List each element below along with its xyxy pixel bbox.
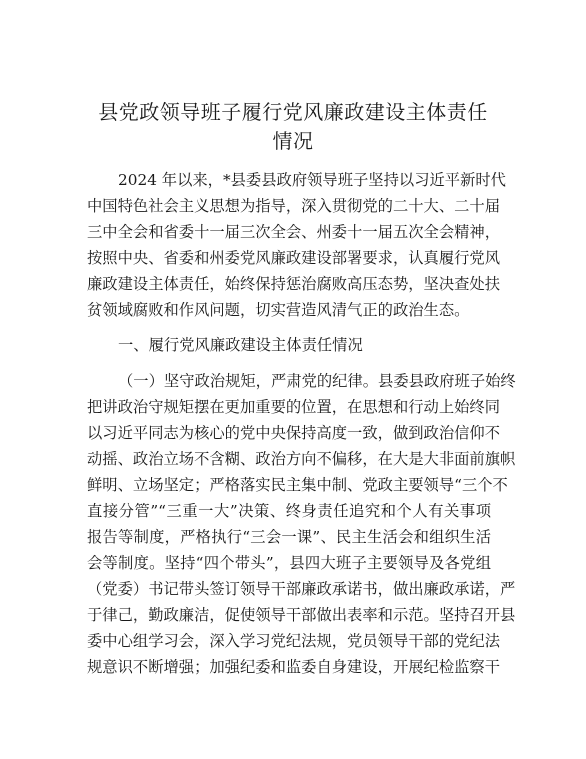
document-title: 县党政领导班子履行党风廉政建设主体责任情况 xyxy=(98,100,488,153)
text-line: 动摇、政治立场不含糊、政治方向不偏移，在大是大非面前旗帜 xyxy=(87,450,516,468)
text-line: （一）坚守政治规矩，严肃党的纪律。县委县政府班子始终 xyxy=(118,372,516,390)
text-line: 直接分管”“三重一大”决策、终身责任追究和个人有关事项 xyxy=(87,502,491,520)
text-line: 贫领域腐败和作风问题，切实营造风清气正的政治生态。 xyxy=(87,301,470,319)
text-line: 规意识不断增强；加强纪委和监委自身建设，开展纪检监察干 xyxy=(87,658,501,676)
text-line: 报告等制度，严格执行“三会一课”、民主生活会和组织生活 xyxy=(87,528,491,546)
text-line: 中国特色社会主义思想为指导，深入贯彻党的二十大、二十届 xyxy=(87,197,501,215)
section-heading-text: 一、履行党风廉政建设主体责任情况 xyxy=(118,336,363,354)
text-line: 会等制度。坚持“四个带头”，县四大班子主要领导及各党组 xyxy=(87,554,491,572)
text-line: 三中全会和省委十一届三次全会、州委十一届五次全会精神， xyxy=(87,223,501,241)
text-line: 以习近平同志为核心的党中央保持高度一致，做到政治信仰不 xyxy=(87,424,501,442)
text-line: 鲜明、立场坚定；严格落实民主集中制、党政主要领导“三个不 xyxy=(87,476,508,494)
text-line: 2024 年以来，*县委县政府领导班子坚持以习近平新时代 xyxy=(118,171,506,189)
text-line: 于律己，勤政廉洁，促使领导干部做出表率和示范。坚持召开县 xyxy=(87,606,516,624)
text-line: 按照中央、省委和州委党风廉政建设部署要求，认真履行党风 xyxy=(87,249,501,267)
text-line: （党委）书记带头签订领导干部廉政承诺书，做出廉政承诺，严 xyxy=(87,580,516,598)
text-line: 把讲政治守规矩摆在更加重要的位置，在思想和行动上始终同 xyxy=(87,398,501,416)
text-line: 委中心组学习会，深入学习党纪法规，党员领导干部的党纪法 xyxy=(87,632,501,650)
text-line: 廉政建设主体责任，始终保持惩治腐败高压态势，坚决查处扶 xyxy=(87,275,501,293)
